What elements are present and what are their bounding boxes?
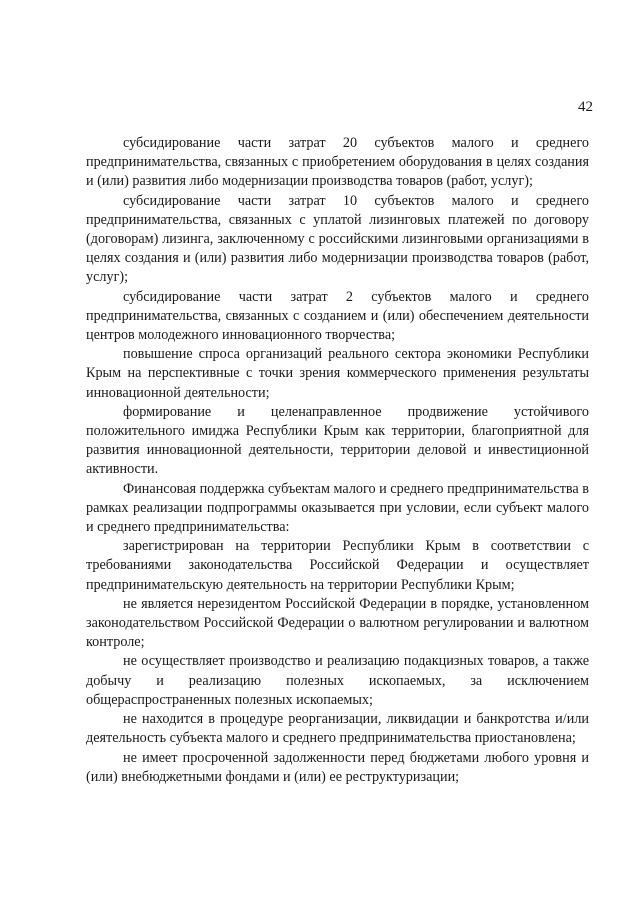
paragraph: повышение спроса организаций реального сектора экономики Республики Крым на перспективные с точки зрения коммерческого применения результаты инновационной деятельности; (86, 346, 589, 401)
paragraph: формирование и целенаправленное продвижение устойчивого положительного имиджа Республики Крым как территории, благоприятной для развития инновационной деятельности, территории деловой и инвестиционной активности. (86, 403, 589, 478)
paragraph: не имеет просроченной задолженности перед бюджетами любого уровня и (или) внебюджетными фондами и (или) ее реструктуризации; (86, 749, 589, 785)
paragraph: субсидирование части затрат 2 субъектов малого и среднего предпринимательства, связанных с созданием и (или) обеспечением деятельности центров молодежного инновационного творчества; (86, 288, 589, 344)
paragraph: не осуществляет производство и реализацию подакцизных товаров, а также добычу и реализацию полезных ископаемых, за исключением общераспространенных полезных ископаемых; (86, 653, 589, 708)
document-body (86, 134, 589, 787)
paragraph: субсидирование части затрат 10 субъектов малого и среднего предпринимательства, связанных с уплатой лизинговых платежей по договору (договорам) лизинга, заключенному с российскими лизинговыми организациями в целях создания и (или) развития либо модернизации производства товаров (работ, услуг); (86, 192, 589, 286)
paragraph: зарегистрирован на территории Республики Крым в соответствии с требованиями законодательства Российской Федерации и осуществляет предпринимательскую деятельность на территории Республики Крым; (86, 538, 589, 593)
paragraph: субсидирование части затрат 20 субъектов малого и среднего предпринимательства, связанных с приобретением оборудования в целях создания и (или) развития либо модернизации производства товаров (работ, услуг); (86, 135, 589, 190)
paragraph: не является нерезидентом Российской Федерации в порядке, установленном законодательством Российской Федерации о валютном регулировании и валютном контроле; (86, 595, 589, 651)
paragraph: Финансовая поддержка субъектам малого и среднего предпринимательства в рамках реализации подпрограммы оказывается при условии, если субъект малого и среднего предпринимательства: (86, 480, 589, 536)
page-number: 42 (578, 99, 593, 115)
paragraph: не находится в процедуре реорганизации, ликвидации и банкротства и/или деятельность субъекта малого и среднего предпринимательства приостановлена; (86, 711, 589, 747)
